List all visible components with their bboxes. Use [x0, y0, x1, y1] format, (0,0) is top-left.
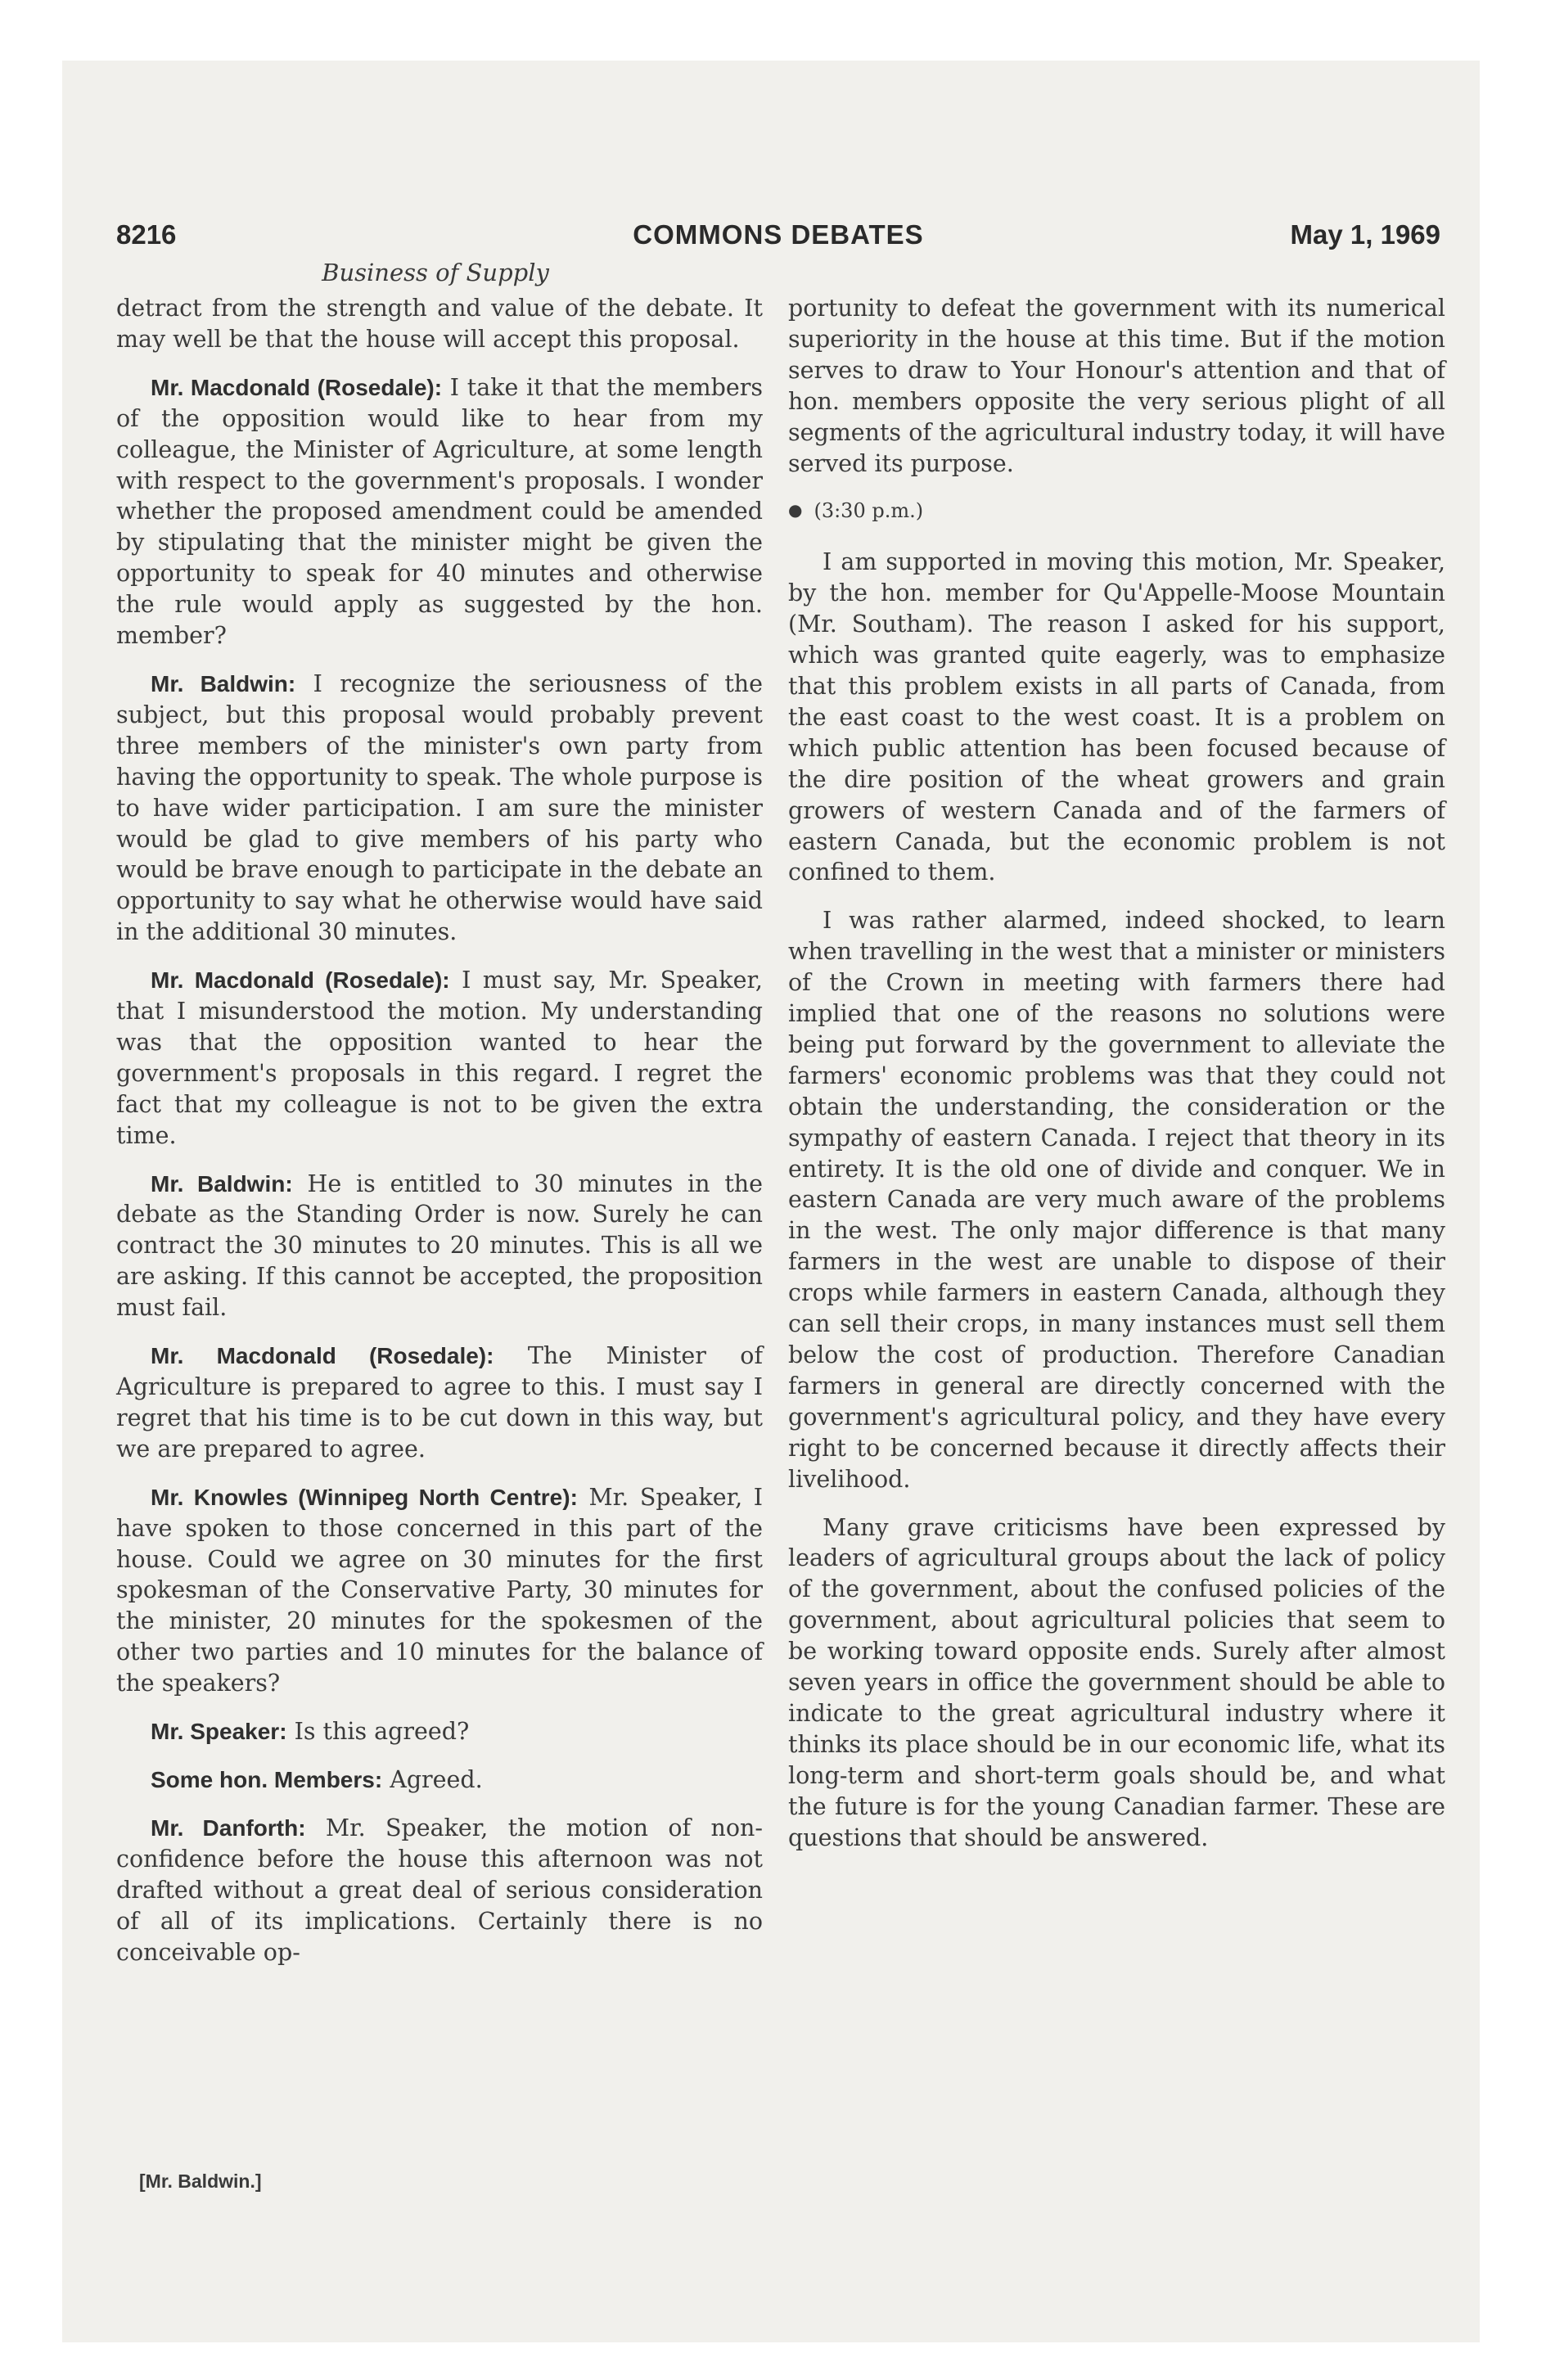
- paragraph: [788, 547, 1445, 888]
- journal-title: COMMONS DEBATES: [633, 219, 924, 250]
- paragraph: [788, 905, 1445, 1494]
- section-title: Business of Supply: [322, 259, 549, 286]
- paragraph: [788, 293, 1445, 479]
- speaker-name: Mr. Knowles (Winnipeg North Centre):: [151, 1484, 578, 1510]
- right-column: [788, 293, 1445, 1854]
- paragraph-text: He is entitled to 30 minutes in the debate as the Standing Order is now. Surely he can contract the 30 minutes to 20 minutes. This is all we are asking. If this cannot be accepted, the proposition must fail.: [116, 1170, 763, 1322]
- paragraph-text: Agreed.: [382, 1765, 483, 1793]
- paragraph: [116, 1341, 763, 1465]
- paragraph-text: I am supported in moving this motion, Mr. Speaker, by the hon. member for Qu'Appelle-Moose Mountain (Mr. Southam). The reason I asked for his support, which was granted quite eagerly, was to emphasize that this problem exists in all parts of Canada, from the east coast to the west coast. It is a problem on which public attention has been focused because of the dire position of the wheat growers and grain growers of western Canada and of the farmers of eastern Canada, but the economic problem is not confined to them.: [788, 548, 1445, 886]
- paragraph: [788, 1512, 1445, 1854]
- paragraph-text: portunity to defeat the government with its numerical superiority in the house at this time. But if the motion serves to draw to Your Honour's attention and that of hon. members opposite the very serious plight of all segments of the agricultural industry today, it will have served its purpose.: [788, 295, 1445, 477]
- running-head: [116, 219, 1440, 260]
- paragraph: [116, 1482, 763, 1699]
- paragraph: [116, 1765, 763, 1796]
- paragraph: [116, 1813, 763, 1968]
- paragraph-text: detract from the strength and value of the debate. It may well be that the house will accept this proposal.: [116, 295, 763, 353]
- speaker-name: Mr. Danforth:: [151, 1814, 306, 1841]
- page-number: 8216: [116, 219, 177, 250]
- paragraph-text: Mr. Speaker, I have spoken to those concerned in this part of the house. Could we agree on 30 minutes for the first spokesman of the Conservative Party, 30 minutes for the minister, 20 minutes for the spokesmen of the other two parties and 10 minutes for the balance of the speakers?: [116, 1483, 764, 1697]
- paragraph-text: I was rather alarmed, indeed shocked, to learn when travelling in the west that a minister or ministers of the Crown in meeting with farmers there had implied that one of the reasons no solutions were being put forward by the government to alleviate the farmers' economic problems was that they could not obtain the understanding, the consideration or the sympathy of eastern Canada. I reject that theory in its entirety. It is the old one of divide and conquer. We in eastern Canada are very much aware of the problems in the west. The only major difference is that many farmers in the west are unable to dispose of their crops while farmers in eastern Canada, although they can sell their crops, in many instances must sell them below the cost of production. Therefore Canadian farmers in general are directly concerned with the government's agricultural policy, and they have every right to be concerned because it directly affects their livelihood.: [788, 907, 1445, 1493]
- paragraph-text: I must say, Mr. Speaker, that I misunderstood the motion. My understanding was that the opposition wanted to hear the government's proposals in this regard. I regret the fact that my colleague is not to be given the extra time.: [116, 967, 763, 1149]
- paragraph: [116, 1716, 763, 1747]
- speaker-name: Mr. Macdonald (Rosedale):: [151, 374, 443, 400]
- speaker-name: Mr. Baldwin:: [151, 670, 296, 696]
- speaker-name: Mr. Baldwin:: [151, 1170, 293, 1197]
- time-marker-text: (3:30 p.m.): [814, 499, 924, 523]
- left-column: [116, 293, 763, 1968]
- speaker-name: Mr. Macdonald (Rosedale):: [151, 967, 450, 994]
- speaker-name: Some hon. Members:: [151, 1766, 383, 1792]
- paragraph: [116, 669, 763, 948]
- paragraph: [116, 965, 763, 1151]
- continuation-reference: [Mr. Baldwin.]: [139, 2170, 262, 2192]
- paragraph: [116, 293, 763, 355]
- paragraph: [116, 372, 763, 651]
- paragraph-text: The Minister of Agriculture is prepared to agree to this. I must say I regret that his time is to be cut down in this way, but we are prepared to agree.: [116, 1342, 764, 1463]
- bullet-icon: ●: [788, 500, 803, 521]
- speaker-name: Mr. Macdonald (Rosedale):: [151, 1343, 494, 1369]
- paragraph-text: Is this agreed?: [286, 1718, 470, 1746]
- speaker-name: Mr. Speaker:: [151, 1719, 287, 1745]
- paragraph-text: I recognize the seriousness of the subject, but this proposal would probably prevent three members of the minister's own party from having the opportunity to speak. The whole purpose is to have wider participation. I am sure the minister would be glad to give members of his party who would be brave enough to participate in the debate an opportunity to say what he otherwise would have said in the additional 30 minutes.: [116, 669, 764, 946]
- paragraph-text: I take it that the members of the opposition would like to hear from my colleague, the Minister of Agriculture, at some length with respect to the government's proposals. I wonder whether the proposed amendment could be amended by stipulating that the minister might be given the opportunity to speak for 40 minutes and otherwise the rule would apply as suggested by the hon. member?: [116, 373, 763, 650]
- paragraph-text: Many grave criticisms have been expressed by leaders of agricultural groups about the lack of policy of the government, about the confused policies of the government, about agricultural policies that seem to be working toward opposite ends. Surely after almost seven years in office the government should be able to indicate to the great agricultural industry where it thinks its place should be in our economic life, what its long-term and short-term goals should be, and what the future is for the young Canadian farmer. These are questions that should be answered.: [788, 1513, 1445, 1851]
- issue-date: May 1, 1969: [1290, 219, 1440, 250]
- paragraph-text: Mr. Speaker, the motion of non-confidence before the house this afternoon was not drafted without a great deal of serious consideration of all of its implications. Certainly there is no conceivable op-: [116, 1814, 763, 1966]
- time-marker: [788, 495, 1445, 527]
- paragraph: [116, 1169, 763, 1324]
